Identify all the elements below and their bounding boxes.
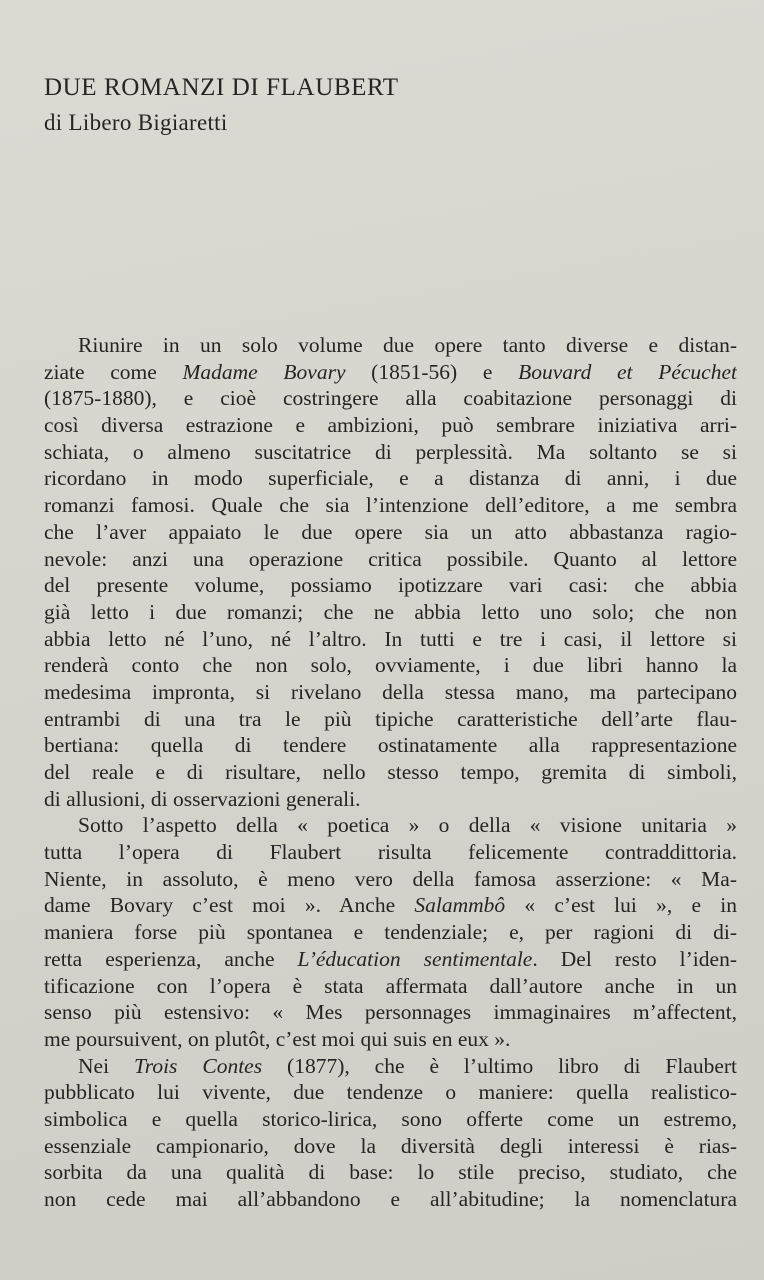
text-line [44,892,737,919]
text-line [44,999,737,1026]
text-line [44,732,737,759]
text-line [44,359,737,386]
paragraph [44,1053,737,1213]
line-text: . Del resto l’iden- [532,946,737,971]
text-line [44,1133,737,1160]
line-text: già letto i due romanzi; che ne abbia letto uno solo; che non [44,599,737,624]
line-text: essenziale campionario, dove la diversità degli interessi è rias- [44,1133,737,1158]
text-line [44,1079,737,1106]
line-text: ziate come [44,359,183,384]
text-line [44,1106,737,1133]
text-line [44,519,737,546]
text-line [44,1159,737,1186]
line-text: Niente, in assoluto, è meno vero della famosa asserzione: « Ma- [44,866,737,891]
line-text: renderà conto che non solo, ovviamente, i due libri hanno la [44,653,737,678]
text-line [44,652,737,679]
line-text: dame Bovary c’est moi ». Anche [44,893,415,918]
text-line [44,412,737,439]
line-text: (1875-1880), e cioè costringere alla coabitazione personaggi di [44,386,737,411]
line-text: pubblicato lui vivente, due tendenze o maniere: quella realistico- [44,1080,737,1105]
text-line [44,839,737,866]
text-line [44,946,737,973]
line-text: così diversa estrazione e ambizioni, può sembrare iniziativa arri- [44,413,737,438]
italic-title-text: L’éducation sentimentale [297,946,533,971]
line-text: bertiana: quella di tendere ostinatamente alla rappresentazione [44,733,737,758]
text-line [44,679,737,706]
text-line [44,546,737,573]
line-text: « c’est lui », e in [505,893,737,918]
text-line [44,439,737,466]
text-line [44,599,737,626]
article-title: DUE ROMANZI DI FLAUBERT [44,74,399,101]
line-text: me poursuivent, on plutôt, c’est moi qui suis en eux ». [44,1026,511,1051]
text-line [44,385,737,412]
line-text: ricordano in modo superficiale, e a distanza di anni, i due [44,466,737,491]
line-text: Riunire in un solo volume due opere tanto diverse e distan- [78,333,737,357]
text-line [44,973,737,1000]
line-text: tificazione con l’opera è stata affermata dall’autore anche in un [44,973,737,998]
line-text: simbolica e quella storico-lirica, sono offerte come un estremo, [44,1106,737,1131]
line-text: di allusioni, di osservazioni generali. [44,786,361,811]
text-line [44,812,737,839]
line-text: del reale e di risultare, nello stesso tempo, gremita di simboli, [44,760,737,784]
line-text: sorbita da una qualità di base: lo stile preciso, studiato, che [44,1160,737,1185]
line-text: abbia letto né l’uno, né l’altro. In tutti e tre i casi, il lettore si [44,626,737,651]
text-line [44,626,737,653]
line-text: Nei [78,1053,134,1078]
text-line [44,332,737,359]
line-text: del presente volume, possiamo ipotizzare vari casi: che abbia [44,573,737,598]
italic-title-text: Madame Bovary [182,359,346,384]
line-text: tutta l’opera di Flaubert risulta felicemente contraddittoria. [44,840,737,865]
italic-title-text: Salammbô [414,893,506,918]
text-line [44,759,737,786]
line-text: senso più estensivo: « Mes personnages immaginaires m’affectent, [44,1000,737,1025]
text-line [44,1053,737,1080]
text-line [44,786,737,813]
line-text: romanzi famosi. Quale che sia l’intenzione dell’editore, a me sembra [44,493,737,518]
text-line [44,1186,737,1213]
line-text: maniera forse più spontanea e tendenziale; e, per ragioni di di- [44,920,737,945]
line-text: schiata, o almeno suscitatrice di perplessità. Ma soltanto se si [44,439,737,464]
article-body [44,332,737,1213]
text-line [44,706,737,733]
line-text: (1851-56) e [345,359,519,384]
text-line [44,465,737,492]
line-text: Sotto l’aspetto della « poetica » o della « visione unitaria » [78,813,737,838]
paragraph [44,812,737,1052]
text-line [44,866,737,893]
text-line [44,919,737,946]
line-text: entrambi di una tra le più tipiche caratteristiche dell’arte flau- [44,706,737,731]
line-text: nevole: anzi una operazione critica possibile. Quanto al lettore [44,546,737,571]
text-line [44,1026,737,1053]
italic-title-text: Bouvard et Pécuchet [518,359,737,384]
text-line [44,492,737,519]
line-text: (1877), che è l’ultimo libro di Flaubert [262,1053,737,1078]
text-line [44,572,737,599]
line-text: medesima impronta, si rivelano della stessa mano, ma partecipano [44,679,737,704]
line-text: retta esperienza, anche [44,946,298,971]
paragraph [44,332,737,812]
line-text: che l’aver appaiato le due opere sia un atto abbastanza ragio- [44,519,737,544]
italic-title-text: Trois Contes [133,1053,263,1078]
article-author: di Libero Bigiaretti [44,110,228,135]
line-text: non cede mai all’abbandono e all’abitudine; la nomenclatura [44,1187,737,1211]
